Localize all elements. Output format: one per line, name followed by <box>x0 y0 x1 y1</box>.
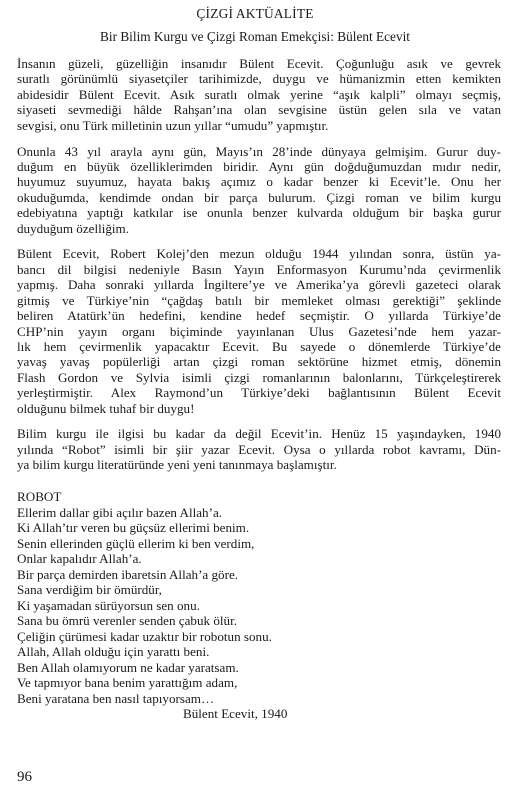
page-number: 96 <box>17 769 32 785</box>
poem-line: Onlar kapalıdır Allah’a. <box>17 551 142 566</box>
article-body <box>17 56 501 483</box>
text-line: olduğunu bilmek tuhaf bir duygu! <box>17 400 195 416</box>
text-line: sevgisi, onu Türk milletinin uzun yıllar “umudu” yapmıştır. <box>17 117 329 133</box>
text-line: yapmış. Daha sonraki yıllarda İngiltere’ye ve Amerika’ya görevli gazeteci olarak <box>17 277 501 293</box>
poem-line: Sana bu ömrü verenler senden çabuk ölür. <box>17 613 237 628</box>
text-line: yavaş yavaş popülerliği artan çizgi roman sektörüne hizmet etmiş, dönemin <box>17 354 501 370</box>
text-line: Onunla 43 yıl arayla aynı gün, Mayıs’ın 28’inde dünyaya gelmişim. Gurur duy- <box>17 143 501 159</box>
article-title: Bir Bilim Kurgu ve Çizgi Roman Emekçisi: Bülent Ecevit <box>100 29 410 44</box>
text-line: okuduğumda, kendimde ondan bir parça bulurum. Çizgi roman ve bilim kurgu <box>17 189 501 205</box>
section-title: ÇİZGİ AKTÜALİTE <box>196 6 314 21</box>
poem-line: Allah, Allah olduğu için yarattı beni. <box>17 644 210 659</box>
poem-line: Ki yaşamadan sürüyorsun sen onu. <box>17 597 200 613</box>
paragraph-4 <box>17 426 501 472</box>
poem-line: Ki Allah’tır veren bu güçsüz ellerimi benim. <box>17 520 250 535</box>
text-line: CHP’nin yayın organı biçiminde yayınlanan Ulus Gazetesi’nde hem yazar- <box>17 323 501 339</box>
poem-line: Çeliğin çürümesi kadar uzaktır bir robotun sonu. <box>17 628 272 644</box>
poem-line: Senin ellerinden güçlü ellerim ki ben verdim, <box>17 535 255 551</box>
text-line: siyaseti sevmediği hâlde Rahşan’ına olan sevgisine üstün gelen sıla ve vatan <box>17 102 501 118</box>
poem-line: Ben Allah olamıyorum ne kadar yaratsam. <box>17 659 239 675</box>
poem <box>17 489 501 722</box>
text-line: yılında “Robot” isimli bir şiir yazar Ecevit. Oysa o yıllarda robot kavramı, Dün- <box>17 441 501 457</box>
text-line: lık hem çevirmenlik yapacaktır Ecevit. Bu sayede o dönemlerde Türkiye’de <box>17 338 501 354</box>
text-line: gitmiş ve Türkiye’nin “çağdaş batılı bir memleket olması gerektiği” şeklinde <box>17 292 501 308</box>
paragraph-2 <box>17 144 501 236</box>
poem-signature: Bülent Ecevit, 1940 <box>183 706 288 721</box>
poem-line: Ve tapmıyor bana benim yarattığım adam, <box>17 675 238 690</box>
poem-title: ROBOT <box>17 489 62 504</box>
text-line: Flash Gordon ve Sylvia isimli çizgi romanlarının balonlarını, Türkçeleştirerek <box>17 369 501 385</box>
text-line: ya bilim kurgu literatüründe yeni yeni tanınmaya başlamıştır. <box>17 457 337 473</box>
text-line: abidesidir Bülent Ecevit. Asık suratlı olmak yerine “aşık kalpli” olmayı seçmiş, <box>17 86 501 102</box>
text-line: duğum en büyük özelliklerimden biridir. Aynı gün doğduğumuzdan mıdır nedir, <box>17 158 501 174</box>
poem-line: Ellerim dallar gibi açılır bazen Allah’a. <box>17 504 223 520</box>
paragraph-1 <box>17 56 501 133</box>
poem-line: Sana verdiğim bir ömürdür, <box>17 582 162 597</box>
text-line: yerleştirmiştir. Alex Raymond’un Türkiye’deki bağlantısının Bülent Ecevit <box>17 385 501 401</box>
poem-line: Beni yaratana ben nasıl tapıyorsam… <box>17 690 215 706</box>
text-line: edebiyatına yaptığı katkılar ise onunla benzer kulvarda olduğum bir başka gurur <box>17 205 501 221</box>
text-line: Bilim kurgu ile ilgisi bu kadar da değil Ecevit’in. Henüz 15 yaşındayken, 1940 <box>17 426 501 442</box>
paragraph-3 <box>17 246 501 415</box>
text-line: beliren Atatürk’ün hedefini, kendine hedef seçmiştir. O yıllarda Türkiye’de <box>17 308 501 324</box>
text-line: Bülent Ecevit, Robert Kolej’den mezun olduğu 1944 yılından sonra, üstün ya- <box>17 246 501 262</box>
text-line: İnsanın güzeli, güzelliğin insanıdır Bülent Ecevit. Çoğunluğu asık ve gevrek <box>17 56 501 71</box>
text-line: suratlı görünümlü siyasetçiler tarihimizde, duygu ve hümanizmin etten kemikten <box>17 71 501 87</box>
poem-line: Bir parça demirden ibaretsin Allah’a göre. <box>17 566 239 582</box>
text-line: duyduğum özelliğim. <box>17 220 130 236</box>
text-line: huyumuz suyumuz, hayata bakış açımız o kadar benzer ki Ecevit’le. Onu her <box>17 174 501 190</box>
text-line: bancı dil bilgisi nedeniyle Basın Yayın Enformasyon Kurumu’nda çevirmenlik <box>17 261 501 277</box>
